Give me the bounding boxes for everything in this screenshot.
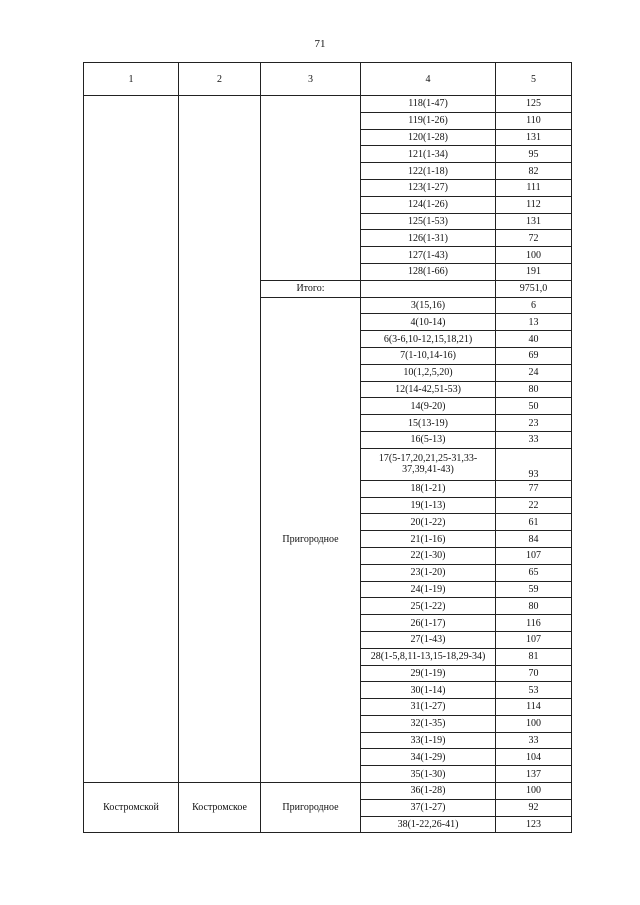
quarter-cell: 3(15,16) — [361, 297, 496, 314]
quarter-cell: 32(1-35) — [361, 715, 496, 732]
quarter-cell: 36(1-28) — [361, 783, 496, 800]
district-label: Костромское — [179, 783, 261, 833]
quarter-cell: 17(5-17,20,21,25-31,33-37,39,41-43) — [361, 448, 496, 480]
area-cell: 61 — [496, 514, 572, 531]
area-cell: 100 — [496, 247, 572, 264]
quarter-cell: 28(1-5,8,11-13,15-18,29-34) — [361, 648, 496, 665]
quarter-cell: 33(1-19) — [361, 732, 496, 749]
area-cell: 82 — [496, 163, 572, 180]
quarter-cell: 14(9-20) — [361, 398, 496, 415]
quarter-cell: 6(3-6,10-12,15,18,21) — [361, 331, 496, 348]
quarter-cell: 20(1-22) — [361, 514, 496, 531]
quarter-cell: 12(14-42,51-53) — [361, 381, 496, 398]
quarter-cell: 24(1-19) — [361, 581, 496, 598]
quarter-cell: 29(1-19) — [361, 665, 496, 682]
area-cell: 84 — [496, 531, 572, 548]
area-cell: 111 — [496, 179, 572, 196]
table-row — [84, 96, 572, 113]
region-cell-empty — [84, 96, 179, 783]
table-row — [84, 783, 572, 800]
area-cell: 191 — [496, 263, 572, 280]
quarter-cell: 15(13-19) — [361, 415, 496, 432]
area-cell: 65 — [496, 564, 572, 581]
quarter-cell: 126(1-31) — [361, 230, 496, 247]
area-cell: 100 — [496, 783, 572, 800]
quarter-cell: 26(1-17) — [361, 615, 496, 632]
total-empty-cell — [361, 280, 496, 297]
area-cell: 33 — [496, 732, 572, 749]
quarter-cell: 21(1-16) — [361, 531, 496, 548]
table-body — [84, 96, 572, 833]
area-cell: 104 — [496, 749, 572, 766]
header-cell-5: 5 — [496, 63, 572, 96]
header-cell-1: 1 — [84, 63, 179, 96]
quarter-cell: 18(1-21) — [361, 480, 496, 497]
quarter-cell: 123(1-27) — [361, 179, 496, 196]
area-cell: 40 — [496, 331, 572, 348]
data-table — [83, 62, 572, 833]
area-cell: 33 — [496, 431, 572, 448]
quarter-cell: 128(1-66) — [361, 263, 496, 280]
area-cell: 131 — [496, 129, 572, 146]
district-cell-empty — [179, 96, 261, 783]
area-cell: 95 — [496, 146, 572, 163]
quarter-cell: 7(1-10,14-16) — [361, 347, 496, 364]
header-cell-3: 3 — [261, 63, 361, 96]
area-cell: 80 — [496, 598, 572, 615]
quarter-cell: 124(1-26) — [361, 196, 496, 213]
header-cell-4: 4 — [361, 63, 496, 96]
area-cell: 22 — [496, 497, 572, 514]
quarter-cell: 22(1-30) — [361, 547, 496, 564]
quarter-cell: 25(1-22) — [361, 598, 496, 615]
quarter-cell: 37(1-27) — [361, 799, 496, 816]
area-cell: 72 — [496, 230, 572, 247]
area-cell: 53 — [496, 682, 572, 699]
quarter-cell: 19(1-13) — [361, 497, 496, 514]
quarter-cell: 10(1,2,5,20) — [361, 364, 496, 381]
area-cell: 110 — [496, 112, 572, 129]
quarter-cell: 27(1-43) — [361, 631, 496, 648]
quarter-cell: 35(1-30) — [361, 766, 496, 783]
header-cell-2: 2 — [179, 63, 261, 96]
area-cell: 6 — [496, 297, 572, 314]
area-cell: 107 — [496, 547, 572, 564]
area-cell: 116 — [496, 615, 572, 632]
area-cell: 69 — [496, 347, 572, 364]
forestry-label: Пригородное — [261, 783, 361, 833]
area-cell: 13 — [496, 314, 572, 331]
area-cell: 100 — [496, 715, 572, 732]
area-cell: 125 — [496, 96, 572, 113]
quarter-cell: 31(1-27) — [361, 699, 496, 716]
area-cell: 81 — [496, 648, 572, 665]
header-row — [84, 63, 572, 96]
area-cell: 131 — [496, 213, 572, 230]
area-cell: 114 — [496, 699, 572, 716]
quarter-cell: 30(1-14) — [361, 682, 496, 699]
quarter-cell: 127(1-43) — [361, 247, 496, 264]
area-cell: 137 — [496, 766, 572, 783]
total-value: 9751,0 — [496, 280, 572, 297]
quarter-cell: 16(5-13) — [361, 431, 496, 448]
area-cell: 93 — [496, 448, 572, 480]
area-cell: 112 — [496, 196, 572, 213]
forestry-cell-empty — [261, 96, 361, 281]
quarter-cell: 122(1-18) — [361, 163, 496, 180]
region-label: Костромской — [84, 783, 179, 833]
quarter-cell: 125(1-53) — [361, 213, 496, 230]
quarter-cell: 121(1-34) — [361, 146, 496, 163]
area-cell: 59 — [496, 581, 572, 598]
quarter-cell: 119(1-26) — [361, 112, 496, 129]
forestry-label: Пригородное — [261, 297, 361, 783]
area-cell: 50 — [496, 398, 572, 415]
area-cell: 80 — [496, 381, 572, 398]
quarter-cell: 34(1-29) — [361, 749, 496, 766]
area-cell: 92 — [496, 799, 572, 816]
quarter-cell: 38(1-22,26-41) — [361, 816, 496, 833]
quarter-cell: 118(1-47) — [361, 96, 496, 113]
area-cell: 23 — [496, 415, 572, 432]
quarter-cell: 4(10-14) — [361, 314, 496, 331]
area-cell: 77 — [496, 480, 572, 497]
quarter-cell: 120(1-28) — [361, 129, 496, 146]
page-number: 71 — [314, 38, 326, 50]
area-cell: 70 — [496, 665, 572, 682]
area-cell: 107 — [496, 631, 572, 648]
total-label: Итого: — [261, 280, 361, 297]
area-cell: 24 — [496, 364, 572, 381]
area-cell: 123 — [496, 816, 572, 833]
quarter-cell: 23(1-20) — [361, 564, 496, 581]
